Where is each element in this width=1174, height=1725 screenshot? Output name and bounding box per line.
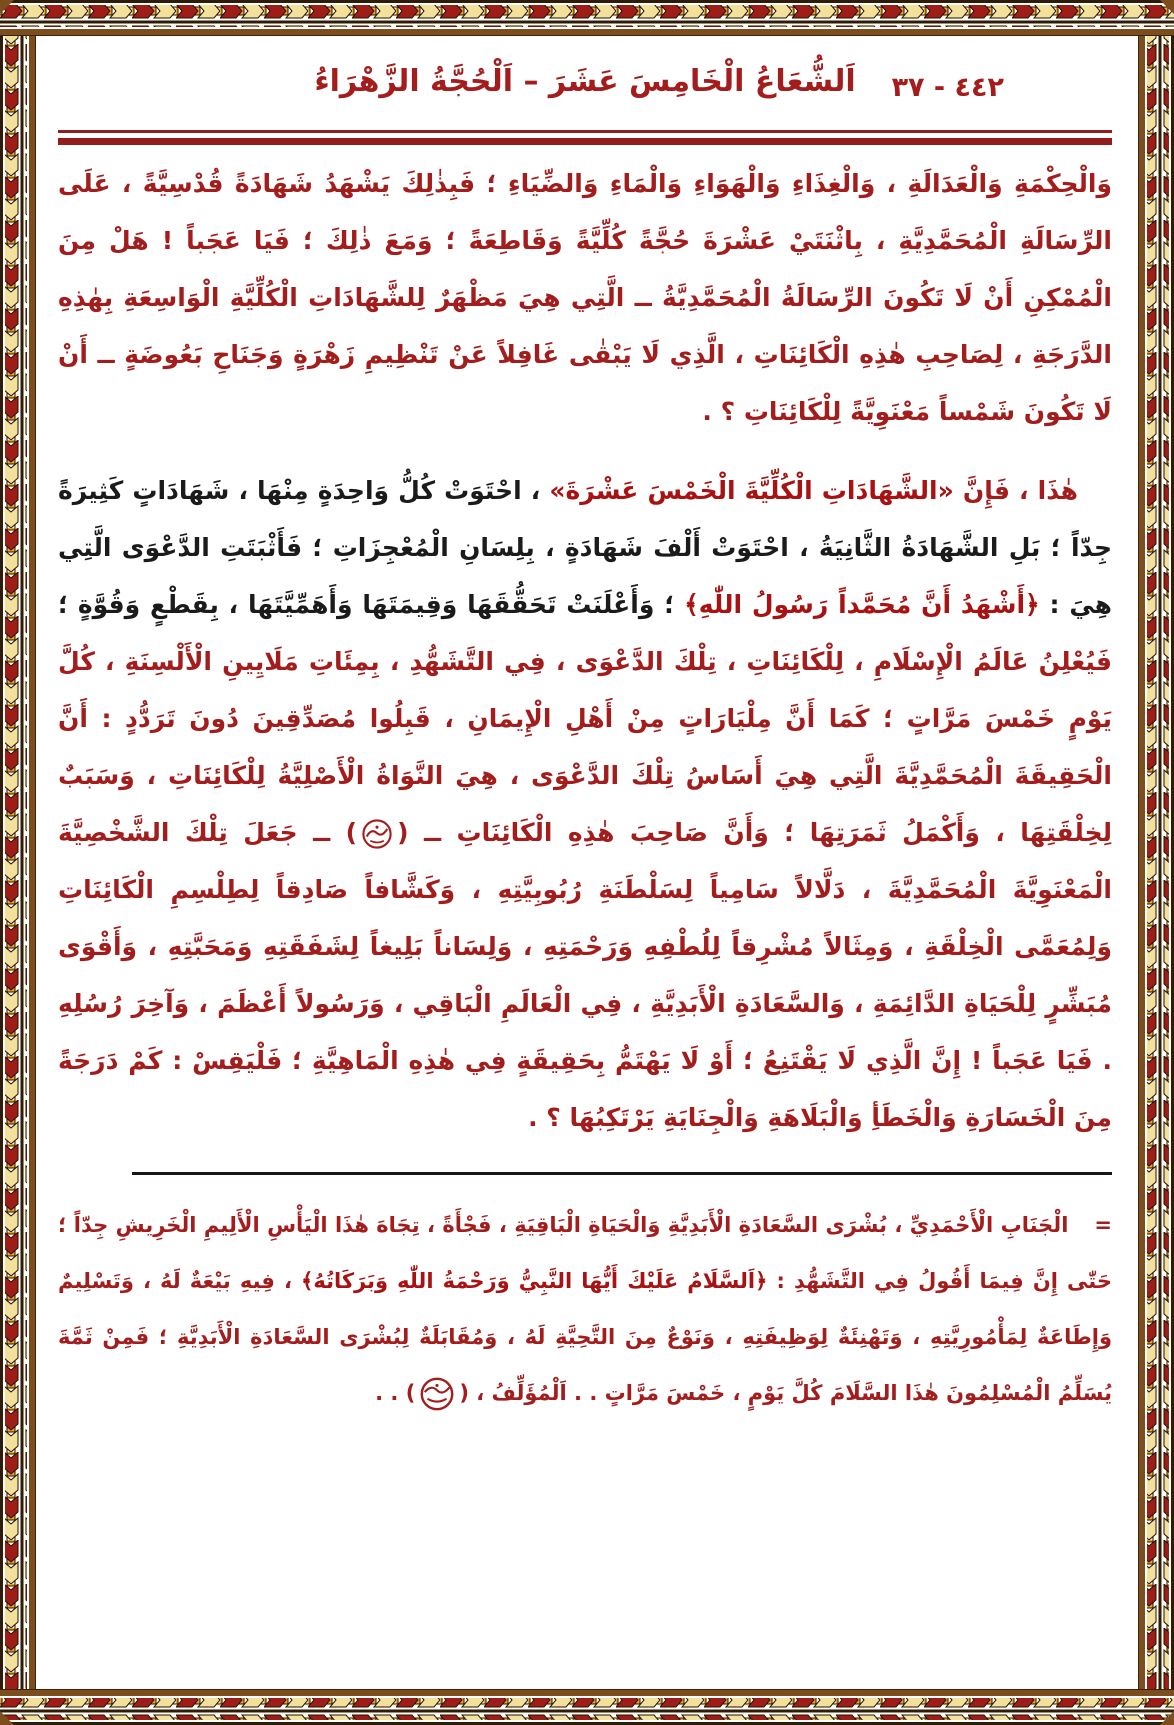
shahada-quotation: ﴿أَشْهَدُ أَنَّ مُحَمَّداً رَسُولُ اللّٰهِ﴾	[684, 590, 1040, 619]
header-rule-thin	[58, 130, 1112, 133]
ornamental-border-top	[0, 0, 1174, 36]
paragraph-2	[58, 462, 1112, 1146]
footnote-block	[58, 1172, 1112, 1421]
paragraph-2-black-1: ، احْتَوَتْ كُلُّ وَاحِدَةٍ مِنْهَا ، شَهَادَاتٍ كَثِيرَةً جِدّاً ؛ بَلِ الشَّهَادَةُ الثَّانِيَةُ ، احْتَوَتْ أَلْفَ شَهَادَةٍ ، بِلِسَانِ الْمُعْجِزَاتِ ؛ فَأَثْبَتَتِ الدَّعْوَى الَّتِي هِيَ :	[58, 476, 1112, 619]
paragraph-2-black-2: ؛ وَأَعْلَنَتْ تَحَقُّقَهَا وَقِيمَتَهَا وَأَهَمِّيَّتَهَا ، بِقَطْعٍ وَقُوَّةٍ ؛	[58, 590, 685, 619]
page-content	[36, 36, 1138, 1689]
footnote-text-1: الْجَنَابِ الْأَحْمَدِيِّ ، بُشْرَى السَّعَادَةِ الْأَبَدِيَّةِ وَالْحَيَاةِ الْبَاقِيَةِ ، فَجْأَةً ، تِجَاهَ هٰذَا الْيَأْسِ الْأَلِيمِ الْخَرِيشِ جِدّاً ؛ حَتّٰى إِنَّ فِيمَا أَقُولُ فِي التَّشَهُّدِ :	[58, 1213, 1113, 1293]
footnote-continuation-marker: =	[1094, 1213, 1112, 1237]
page-header	[58, 50, 1112, 124]
footnote-text-2: ، فِيهِ بَيْعَةٌ لَهُ ، وَتَسْلِيمٌ وَإِطَاعَةٌ لِمَأْمُورِيَّتِهِ ، وَتَهْنِئَةٌ لِوَظِيفَتِهِ ، وَنَوْعٌ مِنَ التَّحِيَّةِ لَهُ ، وَمُقَابَلَةٌ لِبُشْرَى السَّعَادَةِ الْأَبَدِيَّةِ ؛ فَمِنْ ثَمَّةَ يُسَلِّمُ الْمُسْلِمُونَ هٰذَا السَّلَامَ كُلَّ يَوْمٍ ، خَمْسَ مَرَّاتٍ . . اَلْمُؤَلِّفُ ، (	[58, 1269, 1112, 1405]
page-number: ٤٤٢ - ٣٧	[891, 72, 1004, 103]
footnote	[58, 1197, 1112, 1421]
footnote-tail: ) . .	[375, 1381, 416, 1405]
paragraph-2-red-1: فَيُعْلِنُ عَالَمُ الْإِسْلَامِ ، لِلْكَائِنَاتِ ، تِلْكَ الدَّعْوَى ، فِي التَّشَهُّدِ ، بِمِئَاتِ مَلَايِينِ الْأَلْسِنَةِ ، كُلَّ يَوْمٍ خَمْسَ مَرَّاتٍ ؛ كَمَا أَنَّ مِلْيَارَاتٍ مِنْ أَهْلِ الْإِيمَانِ ، قَبِلُوا مُصَدِّقِينَ دُونَ تَرَدُّدٍ : أَنَّ الْحَقِيقَةَ الْمُحَمَّدِيَّةَ الَّتِي هِيَ أَسَاسُ تِلْكَ الدَّعْوَى ، هِيَ النَّوَاةُ الْأَصْلِيَّةُ لِلْكَائِنَاتِ ، وَسَبَبٌ لِخِلْقَتِهَا ، وَأَكْمَلُ ثَمَرَتِهَا ؛ وَأَنَّ صَاحِبَ هٰذِهِ الْكَائِنَاتِ ــ (	[58, 647, 1112, 847]
ornamental-border-bottom	[0, 1689, 1174, 1725]
emphasized-quote: «الشَّهَادَاتِ الْكُلِّيَّةَ الْخَمْسَ عَشْرَةَ»	[549, 476, 954, 505]
ornamental-border-left	[0, 0, 36, 1725]
ornamental-border-right	[1138, 0, 1174, 1725]
body-text	[58, 155, 1112, 1146]
salutation-quotation: ﴿اَلسَّلَامُ عَلَيْكَ أَيُّهَا النَّبِيُّ وَرَحْمَةُ اللّٰهِ وَبَرَكَاتُهُ﴾	[301, 1269, 768, 1293]
jalla-jalaluhu-seal-icon	[360, 817, 394, 851]
paragraph-2-red-2: ) ــ جَعَلَ تِلْكَ الشَّخْصِيَّةَ الْمَعْنَوِيَّةَ الْمُحَمَّدِيَّةَ ، دَلَّالاً سَامِياً لِسَلْطَنَةِ رُبُوبِيَّتِهِ ، وَكَشَّافاً صَادِقاً لِطِلْسِمِ الْكَائِنَاتِ وَلِمُعَمَّى الْخِلْقَةِ ، وَمِثَالاً مُشْرِقاً لِلُطْفِهِ وَرَحْمَتِهِ ، وَلِسَاناً بَلِيغاً لِشَفَقَتِهِ وَمَحَبَّتِهِ ، وَأَقْوَى مُبَشِّرٍ لِلْحَيَاةِ الدَّائِمَةِ ، وَالسَّعَادَةِ الْأَبَدِيَّةِ ، فِي الْعَالَمِ الْبَاقِي ، وَرَسُولاً أَعْظَمَ ، وَآخِرَ رُسُلِهِ . فَيَا عَجَباً ! إِنَّ الَّذِي لَا يَقْتَنِعُ ؛ أَوْ لَا يَهْتَمُّ بِحَقِيقَةٍ فِي هٰذِهِ الْمَاهِيَّةِ ؛ فَلْيَقِسْ : كَمْ دَرَجَةً مِنَ الْخَسَارَةِ وَالْخَطَأِ وَالْبَلَاهَةِ وَالْجِنَايَةِ يَرْتَكِبُهَا ؟ .	[58, 818, 1112, 1132]
author-blessing-seal-icon	[418, 1375, 456, 1413]
header-rule-thick	[58, 138, 1112, 145]
footnote-separator	[132, 1172, 1112, 1175]
paragraph-2-intro: هٰذَا ، فَإِنَّ	[953, 476, 1078, 505]
chapter-title: اَلشُّعَاعُ الْخَامِسَ عَشَرَ – اَلْحُجَّةُ الزَّهْرَاءُ	[314, 64, 856, 99]
paragraph-1-text: وَالْحِكْمَةِ وَالْعَدَالَةِ ، وَالْغِذَاءِ وَالْهَوَاءِ وَالْمَاءِ وَالضِّيَاءِ ؛ فَبِذٰلِكَ يَشْهَدُ شَهَادَةً قُدْسِيَّةً ، عَلَى الرِّسَالَةِ الْمُحَمَّدِيَّةِ ، بِاثْنَتَيْ عَشْرَةَ حُجَّةً كُلِّيَّةً وَقَاطِعَةً ؛ وَمَعَ ذٰلِكَ ؛ فَيَا عَجَباً ! هَلْ مِنَ الْمُمْكِنِ أَنْ لَا تَكُونَ الرِّسَالَةُ الْمُحَمَّدِيَّةُ ــ الَّتِي هِيَ مَظْهَرٌ لِلشَّهَادَاتِ الْكُلِّيَّةِ الْوَاسِعَةِ بِهٰذِهِ الدَّرَجَةِ ، لِصَاحِبِ هٰذِهِ الْكَائِنَاتِ ، الَّذِي لَا يَبْقٰى غَافِلاً عَنْ تَنْظِيمِ زَهْرَةٍ وَجَنَاحِ بَعُوضَةٍ ــ أَنْ لَا تَكُونَ شَمْساً مَعْنَوِيَّةً لِلْكَائِنَاتِ ؟ .	[58, 169, 1112, 426]
paragraph-1	[58, 155, 1112, 440]
